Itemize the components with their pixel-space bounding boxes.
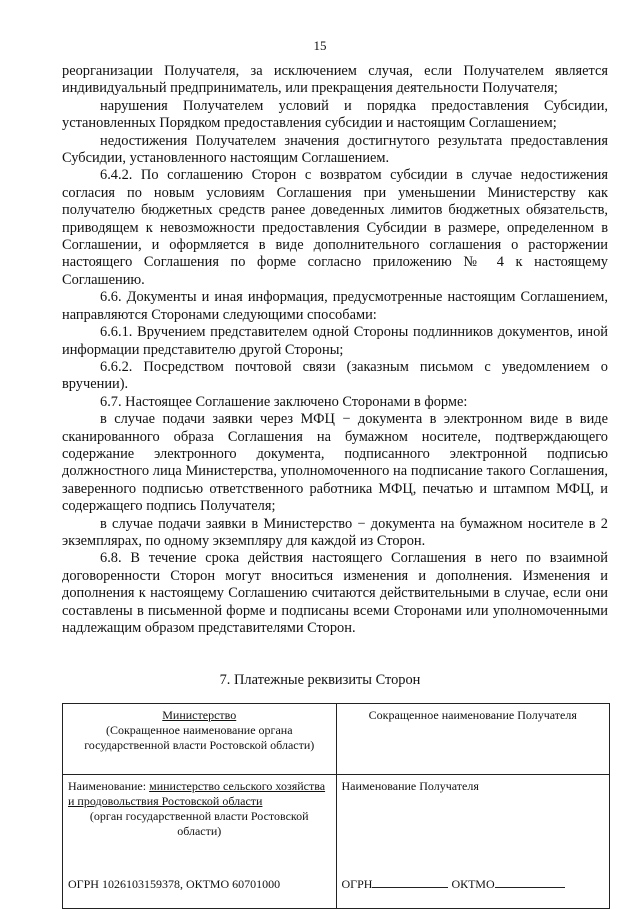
paragraph: 6.6.1. Вручением представителем одной Стороны подлинников документов, иной информации представителю другой Стороны; [62,324,608,358]
paragraph: 6.8. В течение срока действия настоящего Соглашения в него по взаимной договоренности Сторон могут вноситься изменения и дополнения. Изменения и дополнения к настоящему Соглашению считаются действительными в случае, если они составлены в письменной форме и подписаны всеми Сторонами или уполномоченными надлежащим образом представителями Сторон. [62,550,608,636]
recipient-ogrn-oktmo [342,876,565,892]
page-number: 15 [313,38,327,53]
recipient-header-cell [336,704,610,775]
table-row [63,775,610,909]
paragraph: 6.6.2. Посредством почтовой связи (заказным письмом с уведомлением о вручении). [62,358,608,393]
recipient-oktmo-label: ОКТМО [451,877,495,891]
ministry-title-note: (Сокращенное наименование органа государственной власти Ростовской области) [84,723,315,752]
paragraph: 6.6. Документы и иная информация, предусмотренные настоящим Соглашением, направляются Сторонами следующими способами: [62,289,608,323]
section-title: 7. Платежные реквизиты Сторон [219,672,421,688]
recipient-ogrn-label: ОГРН [341,877,373,891]
recipient-title: Сокращенное наименование Получателя [368,708,577,722]
document-body [62,63,608,637]
ministry-name-note: (орган государственной власти Ростовской области) [89,809,309,838]
payment-details-table [62,703,610,909]
ministry-header-cell [63,704,337,775]
paragraph: в случае подачи заявки в Министерство − документа на бумажном носителе в 2 экземплярах, по одному экземпляру для каждой из Сторон. [62,515,608,549]
oktmo-blank-line [495,876,565,888]
ministry-name [68,779,331,809]
paragraph: недостижения Получателем значения достигнутого результата предоставления Субсидии, установленного настоящим Соглашением. [62,132,608,167]
paragraph: 6.4.2. По соглашению Сторон с возвратом субсидии в случае недостижения согласия по новым условиям Соглашения при уменьшении Министерству как получателю бюджетных средств ранее доведенных лимитов бюджетных обязательств, приводящем к невозможности предоставления Субсидии в размере, определенном в Соглашении, и оформляется в виде дополнительного соглашения о расторжении настоящего Соглашения по форме согласно приложению № 4 к настоящему Соглашению. [62,167,608,288]
ministry-ogrn-oktmo: ОГРН 1026103159378, ОКТМО 60701000 [68,877,281,891]
ministry-name-label: Наименование: [68,779,150,793]
ministry-name-value: министерство сельского хозяйства и продовольствия Ростовской области [68,779,326,808]
recipient-details-cell [336,775,610,909]
ogrn-blank-line [372,876,448,888]
paragraph: нарушения Получателем условий и порядка предоставления Субсидии, установленных Порядком предоставления субсидии и настоящим Соглашением; [62,97,608,132]
table-row [63,704,610,775]
ministry-title: Министерство [162,708,237,722]
ministry-details-cell [63,775,337,909]
recipient-name: Наименование Получателя [341,779,479,793]
paragraph: в случае подачи заявки через МФЦ − документа в электронном виде в виде сканированного образа Соглашения на бумажном носителе, подтверждающего содержание электронного документа, подписанного электронной подписью должностного лица Министерства, уполномоченного на подписание такого Соглашения, заверенного подписью ответственного работника МФЦ, печатью и штампом МФЦ, и содержащего подпись Получателя; [62,411,608,515]
paragraph: реорганизации Получателя, за исключением случая, если Получателем является индивидуальный предприниматель, или прекращения деятельности Получателя; [62,63,608,97]
paragraph: 6.7. Настоящее Соглашение заключено Сторонами в форме: [100,393,468,410]
